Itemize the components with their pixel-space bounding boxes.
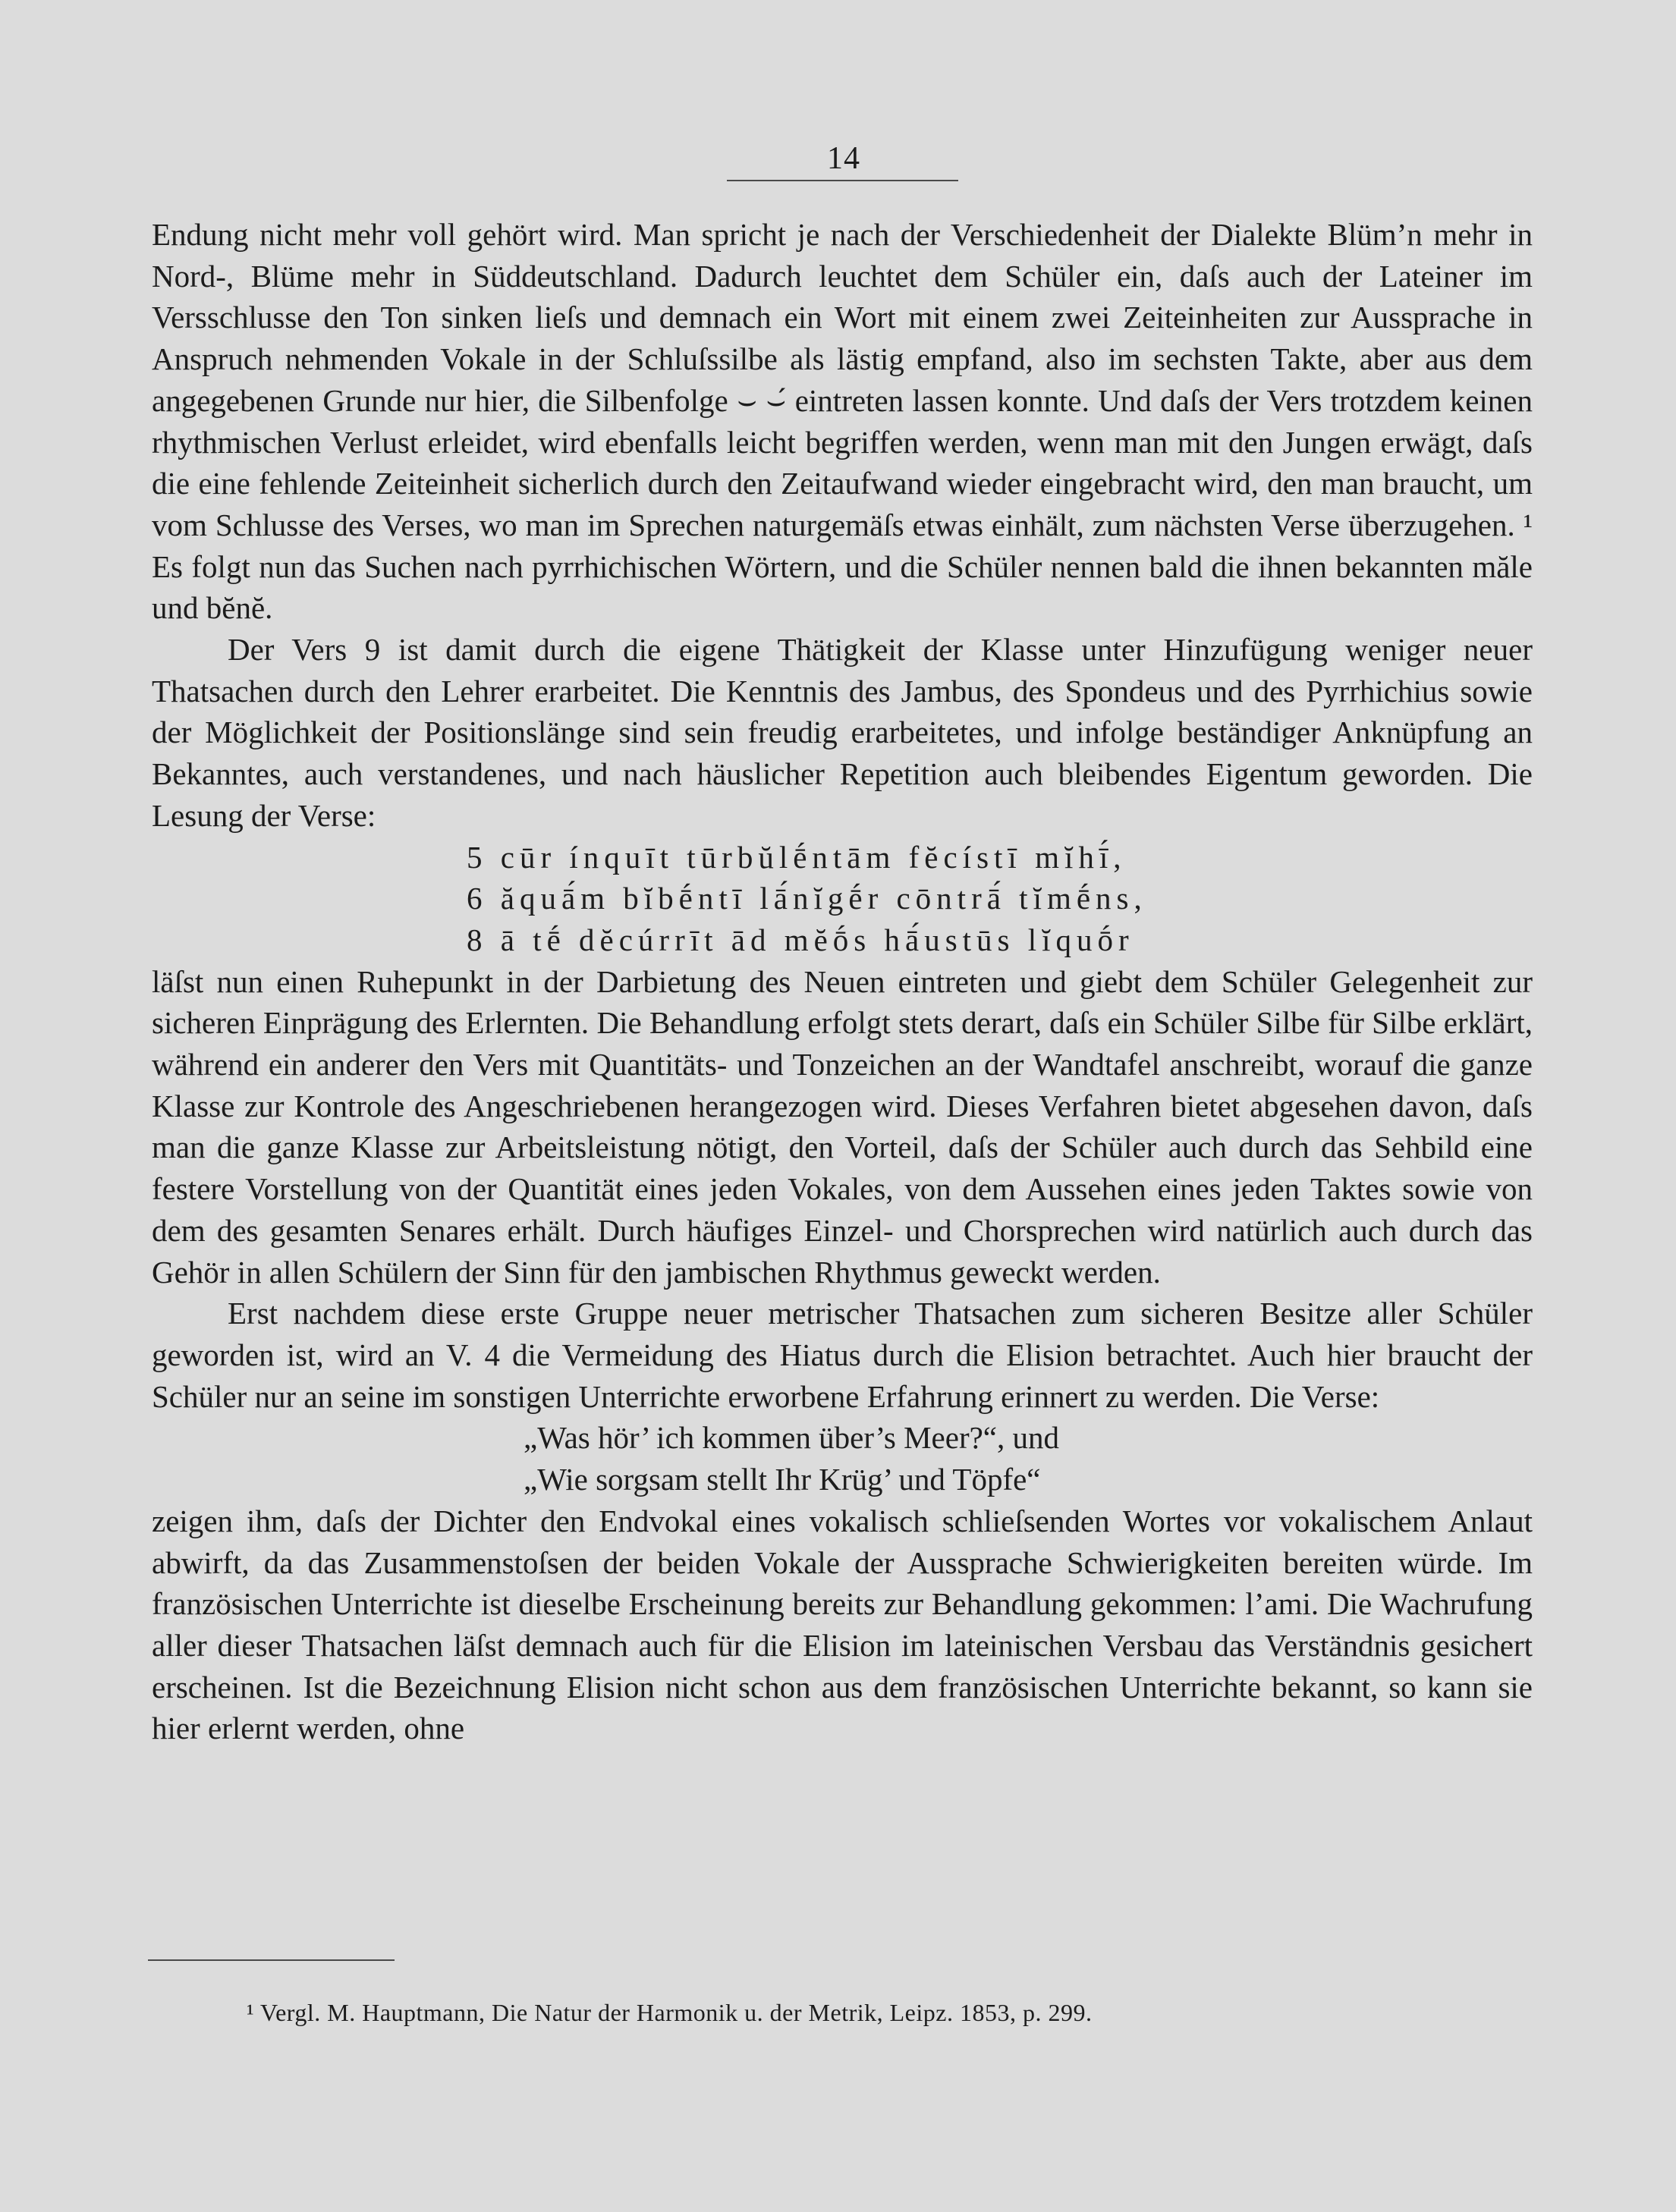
paragraph-1: Endung nicht mehr voll gehört wird. Man spricht je nach der Verschiedenheit der Dialekte Blüm’n mehr in Nord-, Blüme mehr in Süddeutschland. Dadurch leuchtet dem Schüler ein, daſs auch der Lateiner im Versschlusse den Ton sinken lieſs und demnach ein Wort mit einem zwei Zeiteinheiten zur Aussprache in Anspruch nehmenden Vokale in der Schluſssilbe als lästig empfand, also im sechsten Takte, aber aus dem angegebenen Grunde nur hier, die Silbenfolge ⌣ ⌣́ eintreten lassen konnte. Und daſs der Vers trotzdem keinen rhythmischen Verlust erleidet, wird ebenfalls leicht begriffen werden, wenn man mit den Jungen erwägt, daſs die eine fehlende Zeiteinheit sicherlich durch den Zeitaufwand wieder eingebracht wird, den man braucht, um vom Schlusse des Verses, wo man im Sprechen naturgemäſs etwas einhält, zum nächsten Verse überzugehen. ¹ Es folgt nun das Suchen nach pyrrhichischen Wörtern, und die Schüler nennen bald die ihnen bekannten măle und bĕnĕ.: [152, 217, 1533, 626]
body-text: [152, 214, 1533, 1749]
footnote-rule: [148, 1959, 395, 1961]
paragraph-2: Der Vers 9 ist damit durch die eigene Thätigkeit der Klasse unter Hinzufügung weniger neuer Thatsachen durch den Lehrer erarbeitet. Die Kenntnis des Jambus, des Spondeus und des Pyrrhichius sowie der Möglichkeit der Positionslänge sind sein freudig erarbeitetes, und infolge beständiger Anknüpfung an Bekanntes, auch verstandenes, und nach häuslicher Repetition auch bleibendes Eigentum geworden. Die Lesung der Verse:: [152, 632, 1533, 833]
quote-line-2: „Wie sorgsam stellt Ihr Krüg’ und Töpfe“: [524, 1462, 1041, 1497]
quote-line-1: „Was hör’ ich kommen über’s Meer?“, und: [524, 1420, 1059, 1456]
paragraph-5: zeigen ihm, daſs der Dichter den Endvokal eines vokalisch schlieſsenden Wortes vor vokalischem Anlaut abwirft, da das Zusammenstoſsen der beiden Vokale der Aussprache Schwierigkeiten bereiten würde. Im französischen Unterrichte ist dieselbe Erscheinung bereits zur Behandlung gekommen: l’ami. Die Wachrufung aller dieser Thatsachen läſst demnach auch für die Elision im lateinischen Versbau das Verständnis gesichert erscheinen. Ist die Bezeichnung Elision nicht schon aus dem französischen Unterrichte bekannt, so kann sie hier erlernt werden, ohne: [152, 1503, 1533, 1746]
paragraph-3: läſst nun einen Ruhepunkt in der Darbietung des Neuen eintreten und giebt dem Schüler Gelegenheit zur sicheren Einprägung des Erlernten. Die Behandlung erfolgt stets derart, daſs ein Schüler Silbe für Silbe erklärt, während ein anderer den Vers mit Quantitäts- und Tonzeichen an der Wandtafel anschreibt, worauf die ganze Klasse zur Kontrole des Angeschriebenen herangezogen wird. Dieses Verfahren bietet abgesehen davon, daſs man die ganze Klasse zur Arbeitsleistung nötigt, den Vorteil, daſs der Schüler auch durch das Sehbild eine festere Vorstellung von der Quantität eines jeden Vokales, von dem Aussehen eines jeden Taktes sowie von dem des gesamten Senares erhält. Durch häufiges Einzel- und Chorsprechen wird natürlich auch durch das Gehör in allen Schülern der Sinn für den jambischen Rhythmus geweckt werden.: [152, 963, 1533, 1290]
verse-line-8: 8 ā tḗ dĕcúrrīt ād mĕṓs hā́ustūs lĭquṓr: [467, 922, 1134, 957]
verse-line-5: 5 cūr ínquīt tūrbŭlḗntām fĕcístī mĭhī́,: [467, 839, 1127, 875]
page-number: 14: [827, 141, 860, 176]
verse-line-6: 6 ăquā́m bĭbḗntī lā́nĭgḗr cōntrā́ tĭmḗns,: [467, 881, 1147, 916]
page-number-rule: [727, 180, 958, 181]
footnote: ¹ Vergl. M. Hauptmann, Die Natur der Harmonik u. der Metrik, Leipz. 1853, p. 299.: [247, 1999, 1093, 2026]
paragraph-4: Erst nachdem diese erste Gruppe neuer metrischer Thatsachen zum sicheren Besitze aller Schüler geworden ist, wird an V. 4 die Vermeidung des Hiatus durch die Elision betrachtet. Auch hier braucht der Schüler nur an seine im sonstigen Unterrichte erworbene Erfahrung erinnert zu werden. Die Verse:: [152, 1296, 1533, 1414]
